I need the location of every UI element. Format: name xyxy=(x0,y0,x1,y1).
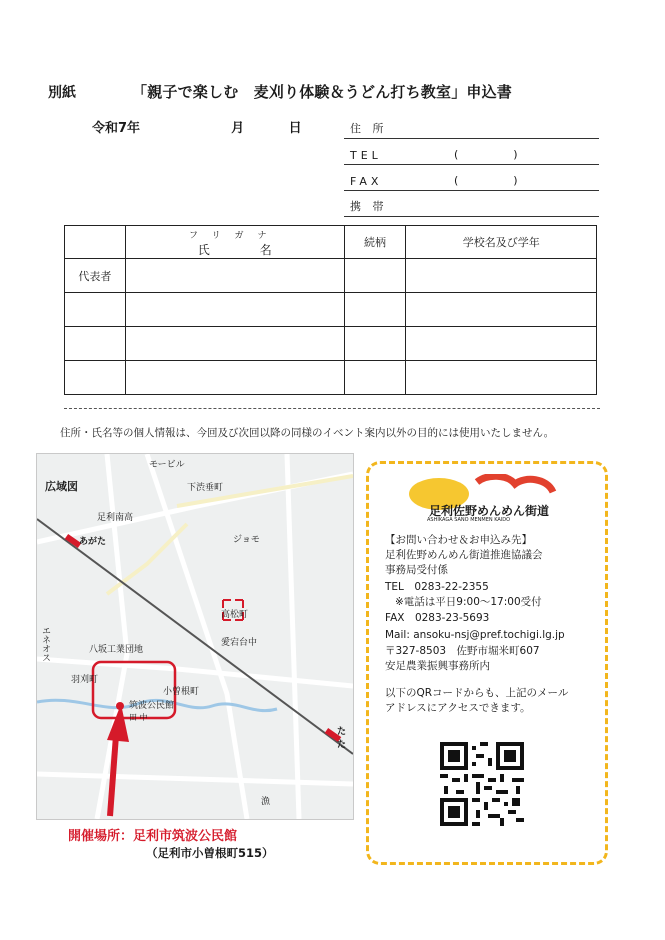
tel-hours: ※電話は平日9:00～17:00受付 xyxy=(395,596,542,608)
mobile-label: 携 帯 xyxy=(350,200,388,213)
label-tsukubachou: 田 中 xyxy=(129,713,148,722)
logo-subtext: ASHIKAGA SANO MENMEN KAIDO xyxy=(427,517,511,523)
area-map[interactable] xyxy=(36,453,354,820)
table-header-row xyxy=(65,226,597,259)
menmen-logo xyxy=(407,474,565,522)
name-cell[interactable] xyxy=(125,327,344,361)
map-graphic xyxy=(37,454,353,819)
school-cell[interactable] xyxy=(406,361,597,395)
school-header: 学校名及び学年 xyxy=(406,226,597,259)
relation-header: 続柄 xyxy=(344,226,406,259)
privacy-notice: 住所・氏名等の個人情報は、今回及び次回以降の同様のイベント案内以外の目的には使用いたしません。 xyxy=(60,427,555,439)
address-label: 住 所 xyxy=(350,122,388,135)
label-kosone: 小曽根町 xyxy=(163,687,200,697)
qr-code[interactable] xyxy=(440,742,524,826)
fax-paren: ( ) xyxy=(454,174,518,187)
label-yasaka: 八坂工業団地 xyxy=(89,645,144,655)
tel-field[interactable] xyxy=(344,146,599,165)
school-cell[interactable] xyxy=(406,293,597,327)
tel-label: TEL xyxy=(350,149,382,162)
label-shimoshibumoto: 下渋垂町 xyxy=(187,483,224,493)
table-row xyxy=(65,293,597,327)
relation-cell[interactable] xyxy=(344,293,406,327)
header-name xyxy=(125,226,344,259)
row-label xyxy=(65,327,126,361)
logo-text: 足利佐野めんめん街道 xyxy=(429,504,550,518)
cut-line xyxy=(64,408,600,409)
postal-address: 〒327-8503 佐野市堀米町607 xyxy=(385,645,540,657)
venue-label: 開催場所：足利市筑波公民館 xyxy=(68,829,238,844)
date-month: 月 xyxy=(231,121,245,136)
relation-cell[interactable] xyxy=(344,361,406,395)
tel-paren: ( ) xyxy=(454,148,518,161)
furigana-label: フリガナ xyxy=(188,231,281,241)
table-row xyxy=(65,259,597,293)
label-agata: あがた xyxy=(79,537,107,547)
contact-heading: 【お問い合わせ＆お申込み先】 xyxy=(385,534,532,546)
name-cell[interactable] xyxy=(125,361,344,395)
label-takamatsu: 高松町 xyxy=(221,610,249,620)
org-line2: 事務局受付係 xyxy=(385,564,448,576)
fax-field[interactable] xyxy=(344,172,599,191)
school-cell[interactable] xyxy=(406,327,597,361)
row-label xyxy=(65,361,126,395)
application-table xyxy=(64,225,597,395)
name-label: 氏名 xyxy=(197,243,322,257)
label-tsukuba-hall: 筑波公民館 xyxy=(129,701,175,711)
fax-number: FAX 0283-23-5693 xyxy=(385,612,490,624)
org-line1: 足利佐野めんめん街道推進協議会 xyxy=(385,549,543,561)
table-row xyxy=(65,327,597,361)
attachment-label: 別紙 xyxy=(48,85,76,101)
label-joshinkou: ジョモ xyxy=(233,535,260,545)
name-cell[interactable] xyxy=(125,293,344,327)
office-name: 安足農業振興事務所内 xyxy=(385,660,490,672)
label-atagodai: 愛宕台中 xyxy=(221,638,258,648)
address-field[interactable] xyxy=(344,120,599,139)
label-ashikaga-minami: 足利南高 xyxy=(97,513,134,523)
label-mobil: モービル xyxy=(149,460,185,470)
map-title: 広域図 xyxy=(45,480,78,493)
relation-cell[interactable] xyxy=(344,327,406,361)
mail-address[interactable]: Mail: ansoku-nsj@pref.tochigi.lg.jp xyxy=(385,629,565,641)
header-blank xyxy=(65,226,126,259)
mobile-field[interactable] xyxy=(344,198,599,217)
label-hashigata: 羽刈町 xyxy=(71,675,99,685)
name-cell[interactable] xyxy=(125,259,344,293)
railway-line xyxy=(37,519,353,754)
label-ta: たた xyxy=(337,727,347,750)
date-line xyxy=(92,117,302,136)
tel-number: TEL 0283-22-2355 xyxy=(385,581,489,593)
form-title: 「親子で楽しむ 麦刈り体験＆うどん打ち教室」申込書 xyxy=(132,83,513,101)
qr-note-line2: アドレスにアクセスできます。 xyxy=(385,702,531,714)
label-eneos: エネオス xyxy=(40,626,50,662)
label-kanji: 漁 xyxy=(261,797,271,807)
qr-note-line1: 以下のQRコードからも、上記のメール xyxy=(385,687,569,699)
venue-address: （足利市小曽根町515） xyxy=(146,846,274,860)
row-label-representative: 代表者 xyxy=(65,259,126,293)
qr-graphic xyxy=(440,742,524,826)
map-main-roads xyxy=(107,476,353,594)
table-row xyxy=(65,361,597,395)
date-day: 日 xyxy=(288,121,302,136)
school-cell[interactable] xyxy=(406,259,597,293)
fax-label: FAX xyxy=(350,175,383,188)
date-era: 令和7年 xyxy=(92,121,141,136)
row-label xyxy=(65,293,126,327)
relation-cell[interactable] xyxy=(344,259,406,293)
